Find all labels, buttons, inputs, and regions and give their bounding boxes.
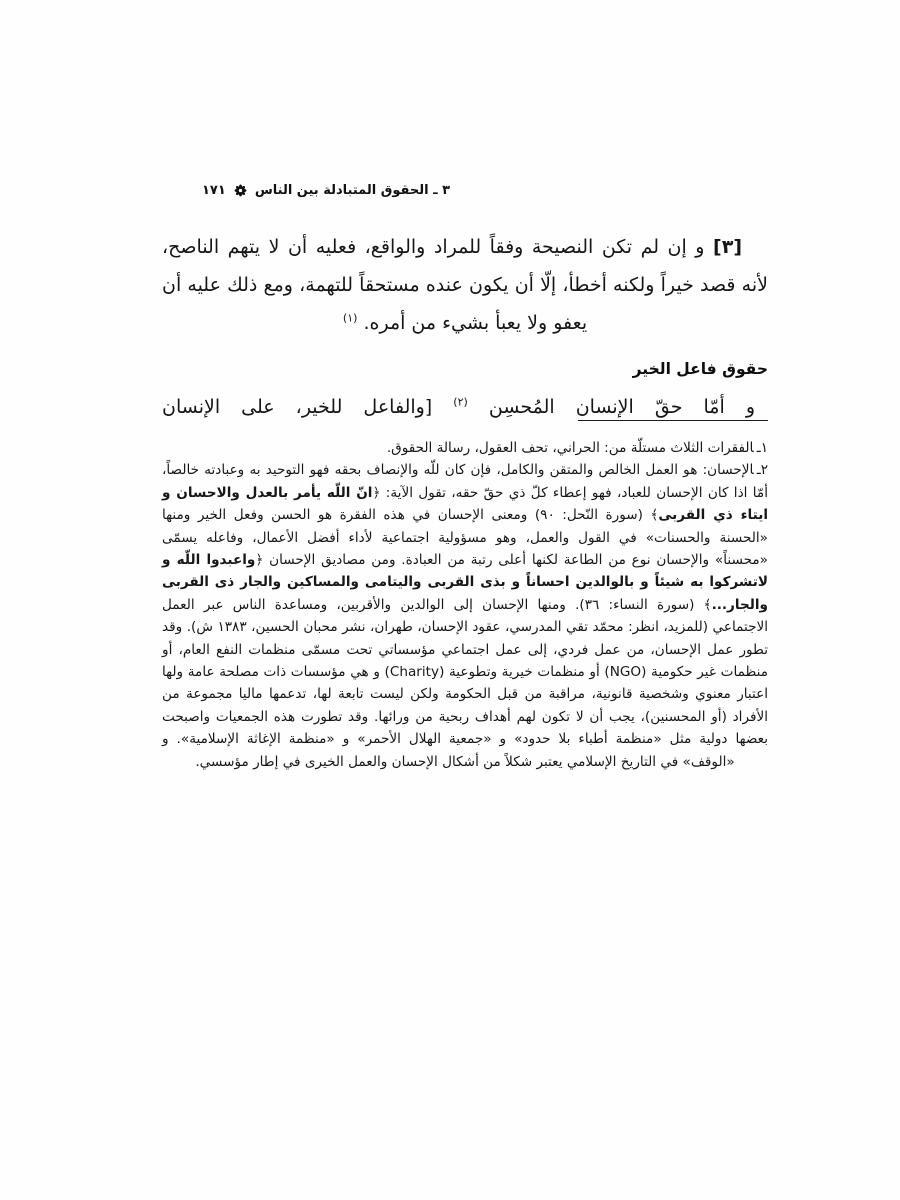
florette-icon xyxy=(234,184,247,197)
quran-verse: واعبدوا اللّه و لاتشركوا به شيئاً و بالوالدين احساناً و بذى القربى واليتامى والمساكين والجار ذى القربى والجار... xyxy=(162,552,768,613)
chapter-title: ٣ ـ الحقوق المتبادلة بين الناس xyxy=(254,183,450,198)
footnote-text: الفقرات الثلاث مستلّة من: الحراني، تحف العقول، رسالة الحقوق. xyxy=(386,440,754,456)
paragraph-1-text: و إن لم تكن النصيحة وفقاً للمراد والواقع، فعليه أن لا يتهم الناصح، لأنه قصد خيراً ولكنه أخطأ، إلّا أن يكون عنده مستحقاً للتهمة، ومع ذلك عليه أن يعفو ولا يعبأ بشيء من أمره. xyxy=(162,236,768,334)
footnotes-list xyxy=(162,437,768,773)
footnote-number: ٢ـ xyxy=(756,462,768,479)
footnote-text: ﴾ (سورة النّحل: ٩٠) ومعنى الإحسان في هذه الفقرة هو الحسن وفعل الخير ومنها «الحسنة والحسنات» في القول والعمل، وهو مسؤولية اجتماعية لأداء أفضل الأعمال، وفاعله يسمّى «محسناً» والإحسان نوع من الطاعة لكنها أعلى رتبة من العبادة. ومن مصاديق الإحسان ﴿ xyxy=(162,507,768,569)
paragraph-number-marker: [٣] xyxy=(713,236,742,258)
footnote-text: ﴾ (سورة النساء: ٣٦). ومنها الإحسان إلى الوالدين والأقربين، ومساعدة الناس عبر العمل الاجتماعي (للمزيد، انظر: محمّد تقي المدرسي، عقود الإحسان، طهران، نشر محبان الحسين، ١٣٨٣ ش). وقد تطور عمل الإحسان، من عمل فردي، إلى عمل اجتماعي مؤسساتي تحت مسمّى منظمات النفع العام، أو منظمات غير حكومية (NGO) أو منظمات خيرية وتطوعية (Charity) و هي مؤسسات ذات مصلحة عامة ولها اعتبار معنوي وشخصية قانونية، مراقبة من قبل الحكومة ولكن ليست تابعة لها، تدعمها ماليا مجموعة من الأفراد (أو المحسنين)، يجب أن لا تكون لهم أهداف ربحية من ورائها. وقد تطورت هذه الجمعيات واصبحت بعضها دولية مثل «منظمة أطباء بلا حدود» و «جمعية الهلال الأحمر» و «منظمة الإغاثة الإسلامية». و «الوقف» في التاريخ الإسلامي يعتبر شكلاً من أشكال الإحسان والعمل الخيرى في إطار مؤسسي. xyxy=(162,596,768,770)
body-paragraph-1 xyxy=(162,228,768,342)
section-heading: حقوق فاعل الخير xyxy=(632,360,768,378)
paragraph-2-text: و أمّا حقّ الإنسان المُحسِن xyxy=(467,396,755,418)
footnote-number: ١ـ xyxy=(756,440,768,456)
footnote-ref-1: (١) xyxy=(342,311,358,325)
paragraph-2-continuation: [والفاعل للخير، على الإنسان xyxy=(162,396,454,418)
page-number: ١٧١ xyxy=(202,183,226,198)
running-header xyxy=(202,183,450,198)
quran-verse: انّ اللّه يأمر بالعدل والاحسان و ايتاء ذي القربى xyxy=(162,484,768,524)
footnote-text: الإحسان: هو العمل الخالص والمتقن والكامل، فإن كان للّه والإنصاف بحقه فهو التوحيد به وعبادته خالصاً، أمّا اذا كان الإحسان للعباد، فهو إعطاء كلّ ذي حقّ حقه، تقول الآية: ﴿ xyxy=(162,462,768,501)
footnote-separator xyxy=(578,420,768,421)
footnote-item xyxy=(162,459,768,773)
footnote-ref-2: (٢) xyxy=(453,395,468,409)
footnote-item xyxy=(162,437,768,459)
main-text-block xyxy=(162,228,768,426)
